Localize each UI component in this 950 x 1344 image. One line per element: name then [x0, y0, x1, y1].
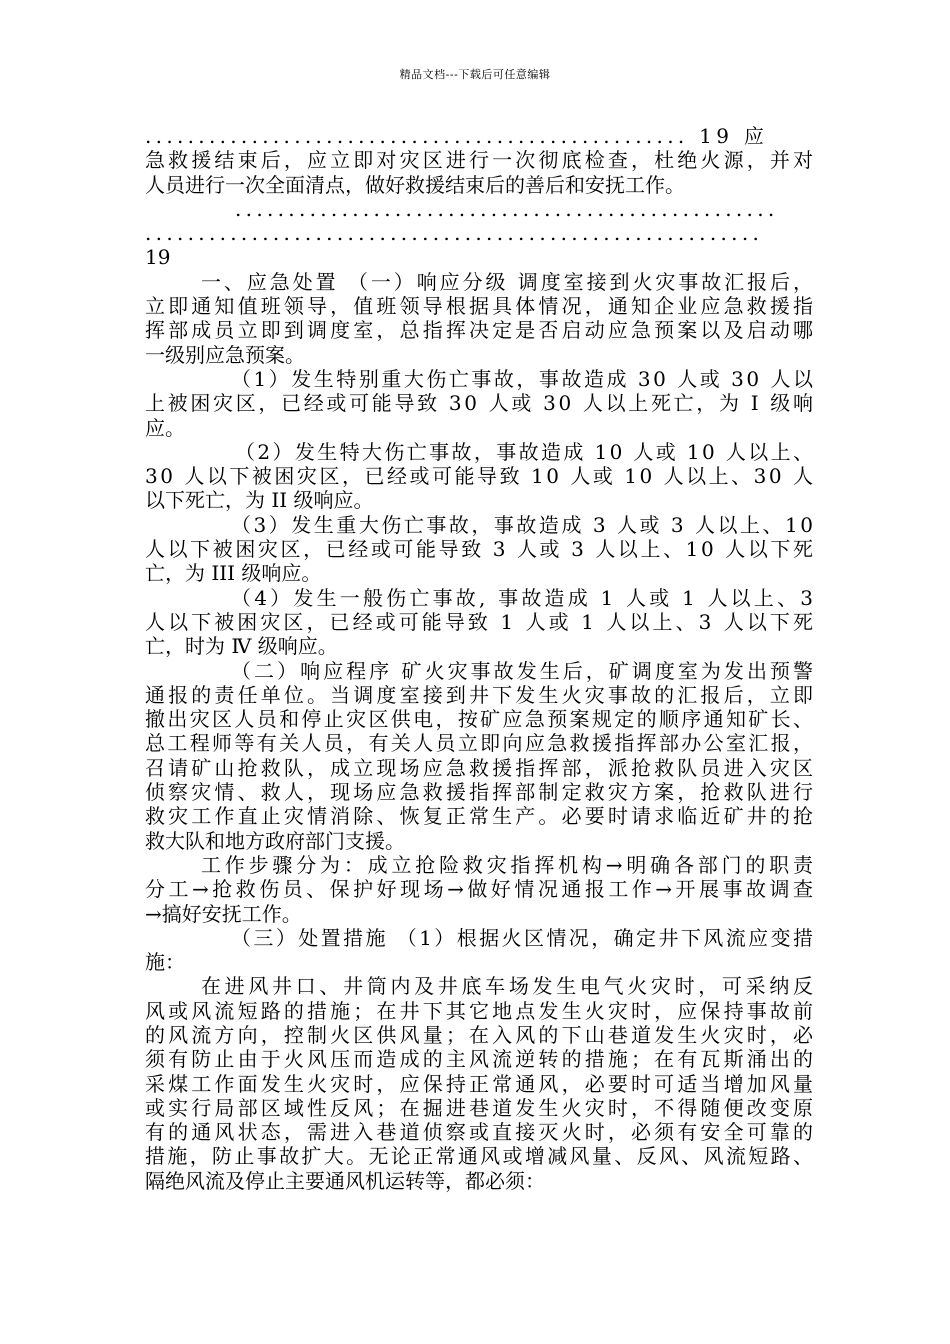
- text-line: [145, 416, 813, 440]
- line-text: 救灾工作直止灾情消除、恢复正常生产。必要时请求临近矿井的抢: [145, 804, 817, 829]
- text-line: [145, 1144, 816, 1169]
- text-line: [145, 537, 816, 562]
- line-text: 在进风井口、井筒内及井底车场发生电气火灾时，可采纳反: [201, 974, 817, 999]
- line-text: 人员进行一次全面清点，做好救援结束后的善后和安抚工作。: [145, 172, 685, 197]
- text-line: [145, 1022, 817, 1047]
- text-line: [145, 439, 816, 464]
- text-line: [145, 974, 817, 999]
- text-line: [145, 245, 813, 269]
- line-text: 总工程师等有关人员，有关人员立即向应急救援指挥部办公室汇报，: [145, 731, 816, 756]
- line-text: 救大队和地方政府部门支援。: [145, 828, 405, 853]
- line-text: 采煤工作面发生火灾时，应保持正常通风，必要时可适当增加风量: [145, 1071, 817, 1096]
- text-line: [145, 1071, 817, 1096]
- line-text: （3）发生重大伤亡事故，事故造成 3 人或 3 人以上、10: [231, 512, 816, 537]
- line-text: 分工→抢救伤员、保护好现场→做好情况通报工作→开展事故调查: [145, 877, 817, 902]
- text-line: [145, 343, 813, 367]
- text-line: [145, 488, 813, 512]
- line-text: 19: [145, 245, 171, 270]
- text-line: [145, 829, 813, 853]
- line-text: 挥部成员立即到调度室，总指挥决定是否启动应急预案以及启动哪: [145, 318, 817, 343]
- line-text: 立即通知值班领导，值班领导根据具体情况，通知企业应急救援指: [145, 294, 817, 319]
- document-body: [145, 124, 817, 1193]
- text-line: [145, 585, 817, 610]
- line-text: 侦察灾情、救人，现场应急救援指挥部制定救灾方案，抢救队进行: [145, 780, 817, 805]
- line-text: 撤出灾区人员和停止灾区供电，按矿应急预案规定的顺序通知矿长、: [145, 707, 816, 732]
- text-line: [145, 925, 816, 950]
- line-text: 人以下被困灾区，已经或可能导致 3 人或 3 人以上、10 人以下死: [145, 537, 816, 562]
- text-line: [145, 998, 817, 1023]
- text-line: [145, 173, 813, 197]
- line-text: 召请矿山抢救队，成立现场应急救援指挥部，派抢救队员进入灾区: [145, 755, 817, 780]
- line-text: 一、应急处置 （一）响应分级 调度室接到火灾事故汇报后，: [201, 269, 816, 294]
- text-line: [145, 731, 816, 756]
- line-text: 急救援结束后，应立即对灾区进行一次彻底检查，杜绝火源，并对: [145, 148, 817, 173]
- line-text: （4）发生一般伤亡事故, 事故造成 1 人或 1 人以上、3: [231, 585, 817, 610]
- line-text: 上被困灾区，已经或可能导致 30 人或 30 人以上死亡，为 I 级响: [145, 391, 816, 416]
- line-text: 通报的责任单位。当调度室接到井下发生火灾事故的汇报后，立即: [145, 682, 817, 707]
- text-line: [145, 1169, 813, 1193]
- text-line: [145, 1047, 817, 1072]
- text-line: [145, 634, 813, 658]
- text-line: [145, 512, 816, 537]
- text-line: [145, 294, 817, 319]
- line-text: （三）处置措施 （1）根据火区情况，确定井下风流应变措: [231, 925, 816, 950]
- line-text: 以下死亡，为 II 级响应。: [145, 488, 374, 513]
- text-line: [145, 269, 816, 294]
- text-line: [145, 561, 813, 585]
- line-text: 有的通风状态，需进入巷道侦察或直接灭火时，必须有安全可靠的: [145, 1120, 817, 1145]
- line-text: （2）发生特大伤亡事故，事故造成 10 人或 10 人以上、: [235, 439, 816, 464]
- line-text: 措施，防止事故扩大。无论正常通风或增减风量、反风、风流短路、: [145, 1144, 816, 1169]
- line-text: 或实行局部区域性反风；在掘进巷道发生火灾时，不得随便改变原: [145, 1095, 817, 1120]
- line-text: 风或风流短路的措施；在井下其它地点发生火灾时，应保持事故前: [145, 998, 817, 1023]
- text-line: [145, 755, 817, 780]
- line-text: 应。: [145, 415, 185, 440]
- page-header: 精品文档---下载后可任意编辑: [399, 68, 551, 81]
- text-line: [145, 1120, 817, 1145]
- line-text: 隔绝风流及停止主要通风机运转等，都必须：: [145, 1168, 545, 1193]
- line-text: 一级别应急预案。: [145, 342, 305, 367]
- line-text: 亡，时为 Ⅳ 级响应。: [145, 634, 338, 659]
- text-line: [145, 391, 816, 416]
- text-line: [145, 780, 817, 805]
- text-line: [145, 1095, 817, 1120]
- text-line: [145, 464, 816, 489]
- text-line: [145, 197, 813, 221]
- line-text: →搞好安抚工作。: [145, 901, 302, 926]
- text-line: [145, 707, 816, 732]
- line-text: 须有防止由于火风压而造成的主风流逆转的措施；在有瓦斯涌出的: [145, 1047, 817, 1072]
- text-line: [145, 852, 817, 877]
- line-text: 亡，为 III 级响应。: [145, 561, 322, 586]
- line-text: 施：: [145, 950, 185, 975]
- line-text: （1）发生特别重大伤亡事故，事故造成 30 人或 30 人以: [231, 366, 816, 391]
- text-line: [145, 366, 816, 391]
- line-text: 的风流方向，控制火区供风量；在入风的下山巷道发生火灾时，必: [145, 1022, 817, 1047]
- text-line: [145, 124, 813, 148]
- text-line: [145, 877, 817, 902]
- text-line: [145, 148, 817, 173]
- text-line: [145, 902, 813, 926]
- line-text: ..........................................................: [145, 221, 764, 246]
- text-line: [145, 221, 813, 245]
- line-text: （二）响应程序 矿火灾事故发生后，矿调度室为发出预警: [231, 658, 817, 683]
- line-text: 30 人以下被困灾区，已经或可能导致 10 人或 10 人以上、30 人: [145, 464, 816, 489]
- text-line: [145, 804, 817, 829]
- text-line: [145, 682, 817, 707]
- text-line: [145, 318, 817, 343]
- text-line: [145, 658, 817, 683]
- text-line: [145, 609, 817, 634]
- line-text: ................................................... 19 应: [145, 124, 769, 148]
- line-text: 人以下被困灾区，已经或可能导致 1 人或 1 人以上、3 人以下死: [145, 609, 817, 634]
- line-text: 工作步骤分为：成立抢险救灾指挥机构→明确各部门的职责: [201, 852, 817, 877]
- line-text: ...................................................: [235, 196, 779, 221]
- text-line: [145, 950, 813, 974]
